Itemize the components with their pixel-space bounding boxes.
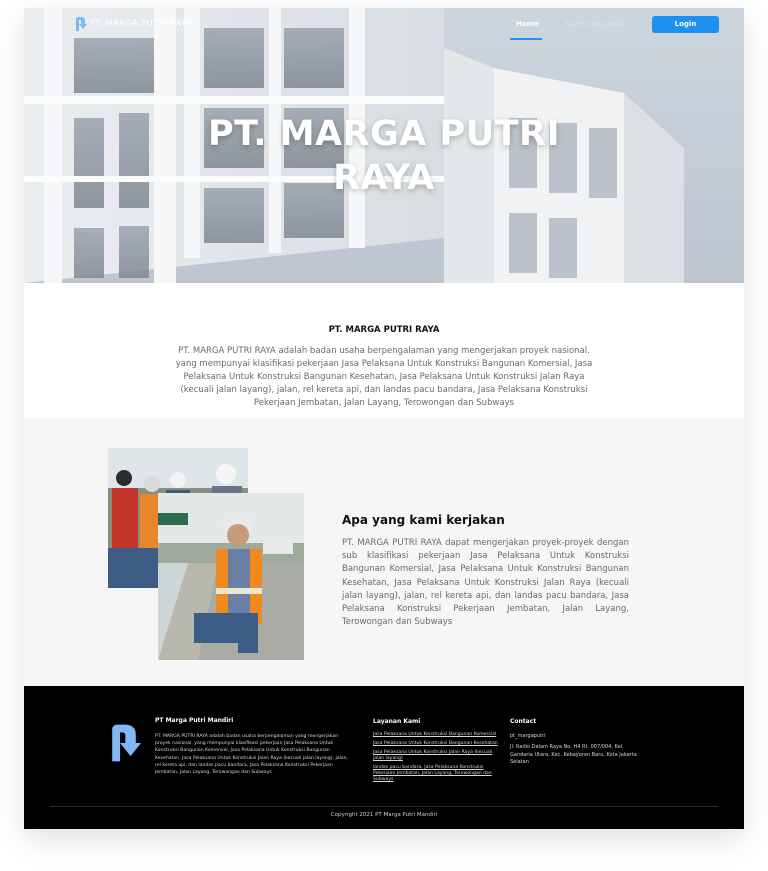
- footer: [24, 686, 744, 829]
- footer-service-link[interactable]: Jasa Pelaksana Untuk Konstruksi Bangunan Komersial: [373, 732, 497, 737]
- footer-service-link[interactable]: landas pacu bandara, Jasa Pelaksana Konstruksi Pekerjaan Jembatan, Jalan Layang, Terowongan dan Subways: [373, 765, 492, 782]
- footer-service-link[interactable]: Jasa Pelaksana Untuk Konstruksi Jalan Raya (kecuali jalan layang): [373, 750, 493, 761]
- footer-contact-address: Jl. Radio Dalam Raya No. H4 Rt. 007/004, Kel. Gandaria Utara, Kec. Kebayoran Baru, Kota Jakarta Selatan: [510, 744, 637, 765]
- footer-company-text: PT. MARGA PUTRI RAYA adalah badan usaha berpengalaman yang mengerjakan proyek nasional. yang mempunyai klasifikasi pekerjaan Jasa Pelaksana Untuk Konstruksi Bangunan Komersial, Jasa Pelaksana Untuk Konstruksi Bangunan Kesehatan, Jasa Pelaksana Untuk Konstruksi Jalan Raya (kecuali jalan layang), jalan, rel kereta api, dan landas pacu bandara, Jasa Pelaksana Konstruksi Pekerjaan Jembatan, Jalan Layang, Terowongan dan Subways: [155, 734, 349, 776]
- footer-company-title: PT Marga Putri Mandiri: [155, 717, 234, 724]
- footer-services-title: Layanan Kami: [373, 718, 421, 725]
- company-logo-icon: [74, 16, 87, 32]
- nav-home-link[interactable]: Home: [516, 20, 539, 28]
- hero-title: PT. MARGA PUTRI RAYA: [208, 114, 560, 198]
- brand-name: PT. MARGA PUTRI RAYA: [90, 19, 192, 29]
- services-section: [24, 418, 744, 686]
- nav-survey-link[interactable]: Survey Kepuasan: [565, 20, 626, 28]
- services-title: Apa yang kami kerjakan: [342, 513, 505, 527]
- brand-link[interactable]: [74, 16, 192, 32]
- hero-section: [24, 8, 744, 283]
- services-description: PT. MARGA PUTRI RAYA dapat mengerjakan proyek-proyek dengan sub klasifikasi pekerjaan Jasa Pelaksana Untuk Konstruksi Bangunan Komersial, Jasa Pelaksana Untuk Konstruksi Bangunan Kesehatan, Jasa Pelaksana Untuk Konstruksi Jalan Raya (kecuali jalan layang), jalan, rel kereta api, dan landas pacu bandara, Jasa Pelaksana Konstruksi Pekerjaan Jembatan, Jalan Layang, Terowongan dan Subways: [342, 538, 629, 628]
- footer-service-link[interactable]: Jasa Pelaksana Untuk Konstruksi Bangunan Kesehatan: [373, 741, 498, 746]
- login-button[interactable]: Login: [652, 16, 719, 33]
- engineer-photo: [158, 493, 304, 660]
- about-description: PT. MARGA PUTRI RAYA adalah badan usaha berpengalaman yang mengerjakan proyek nasional. yang mempunyai klasifikasi pekerjaan Jasa Pelaksana Untuk Konstruksi Bangunan Komersial, Jasa Pelaksana Untuk Konstruksi Bangunan Kesehatan, Jasa Pelaksana Untuk Konstruksi Jalan Raya (kecuali jalan layang), jalan, rel kereta api, dan landas pacu bandara, Jasa Pelaksana Konstruksi Pekerjaan Jembatan, Jalan Layang, Terowongan dan Subways: [175, 346, 593, 408]
- page-frame: [24, 8, 744, 829]
- company-logo-icon: [106, 722, 142, 764]
- nav-active-indicator: [510, 38, 542, 40]
- footer-contact-instagram[interactable]: pt_margaputri: [510, 733, 546, 739]
- footer-copyright: Copyright 2021 PT Marga Putri Mandiri: [330, 812, 438, 818]
- about-title: PT. MARGA PUTRI RAYA: [328, 325, 440, 335]
- footer-divider: [50, 806, 718, 807]
- top-navbar: [24, 8, 744, 42]
- about-section: [24, 283, 744, 418]
- footer-services-list: [373, 732, 498, 786]
- footer-contact-title: Contact: [510, 718, 537, 725]
